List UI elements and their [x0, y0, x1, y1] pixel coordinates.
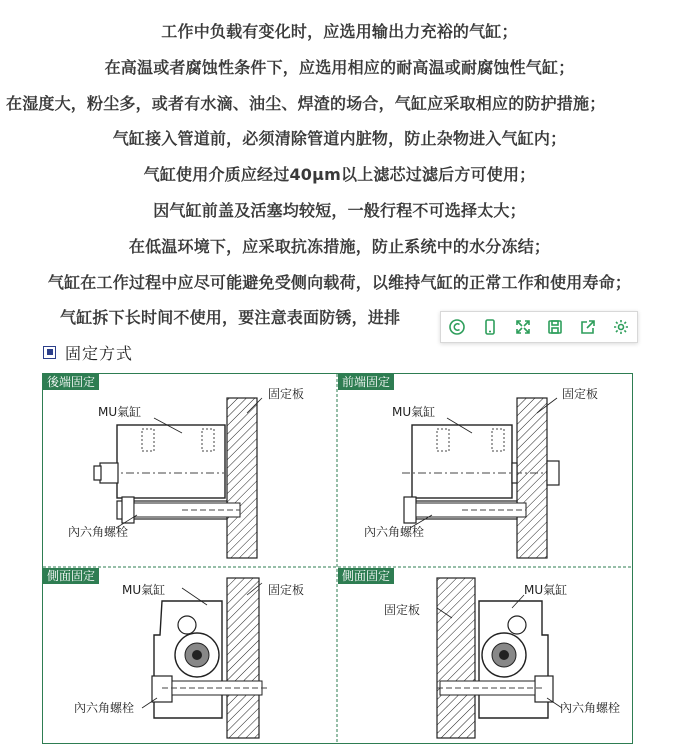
mounting-plate — [437, 578, 475, 738]
callout-bolt: 內六角螺栓 — [68, 525, 129, 539]
section-title: 固定方式 — [65, 343, 134, 363]
requirement-line: 工作中负载有变化时，应选用输出力充裕的气缸； — [161, 22, 518, 41]
section-heading — [43, 342, 133, 362]
requirement-line: 气缸拆下长时间不使用，要注意表面防锈，进排 — [60, 308, 401, 328]
expand-icon[interactable] — [506, 312, 539, 342]
mobile-icon[interactable] — [474, 312, 507, 342]
floating-toolbar — [440, 311, 638, 343]
requirement-line: 在低温环境下，应采取抗冻措施，防止系统中的水分冻结； — [128, 236, 551, 256]
callout-bolt: 內六角螺栓 — [74, 701, 135, 715]
callout-plate: 固定板 — [268, 387, 305, 401]
panel-label-side-left: 側面固定 — [43, 568, 99, 584]
callout-bolt: 內六角螺栓 — [364, 525, 425, 539]
callout-plate: 固定板 — [562, 387, 599, 401]
panel-label-side-right: 側面固定 — [338, 568, 394, 584]
panel-label-rear: 後端固定 — [43, 374, 99, 390]
panel-side-mount-right — [437, 578, 562, 738]
requirement-line: 在湿度大，粉尘多，或者有水滴、油尘、焊渣的场合，气缸应采取相应的防护措施； — [6, 93, 606, 113]
callout-cylinder: MU氣缸 — [524, 583, 568, 597]
mounting-diagram — [42, 373, 634, 745]
bullet-square-icon — [43, 346, 56, 359]
requirement-line: 因气缸前盖及活塞均较短，一般行程不可选择太大； — [153, 200, 526, 220]
requirement-line: 气缸接入管道前，必须清除管道内脏物，防止杂物进入气缸内； — [112, 129, 567, 149]
panel-label-front: 前端固定 — [338, 374, 394, 390]
mounting-plate — [517, 398, 547, 558]
callout-cylinder: MU氣缸 — [122, 583, 166, 597]
callout-bolt: 內六角螺栓 — [560, 701, 621, 715]
requirement-line: 气缸使用介质应经过40μm以上滤芯过滤后方可使用； — [143, 165, 536, 185]
requirement-line: 气缸在工作过程中应尽可能避免受侧向载荷，以维持气缸的正常工作和使用寿命； — [47, 272, 632, 292]
share-icon[interactable] — [572, 312, 605, 342]
panel-front-mount — [402, 398, 562, 558]
panel-side-mount-left — [142, 578, 267, 738]
mounting-figure — [42, 373, 634, 749]
callout-cylinder: MU氣缸 — [98, 405, 142, 419]
settings-icon[interactable] — [604, 312, 637, 342]
requirements-list — [0, 14, 679, 336]
copyright-icon[interactable] — [441, 312, 474, 342]
mounting-plate — [227, 398, 257, 558]
callout-plate: 固定板 — [268, 583, 305, 597]
callout-cylinder: MU氣缸 — [392, 405, 436, 419]
mounting-plate — [227, 578, 259, 738]
requirement-line: 在高温或者腐蚀性条件下，应选用相应的耐高温或耐腐蚀性气缸； — [104, 57, 575, 77]
callout-plate: 固定板 — [384, 603, 421, 617]
cylinder-body — [117, 425, 225, 498]
cylinder-body — [412, 425, 512, 498]
save-icon[interactable] — [539, 312, 572, 342]
